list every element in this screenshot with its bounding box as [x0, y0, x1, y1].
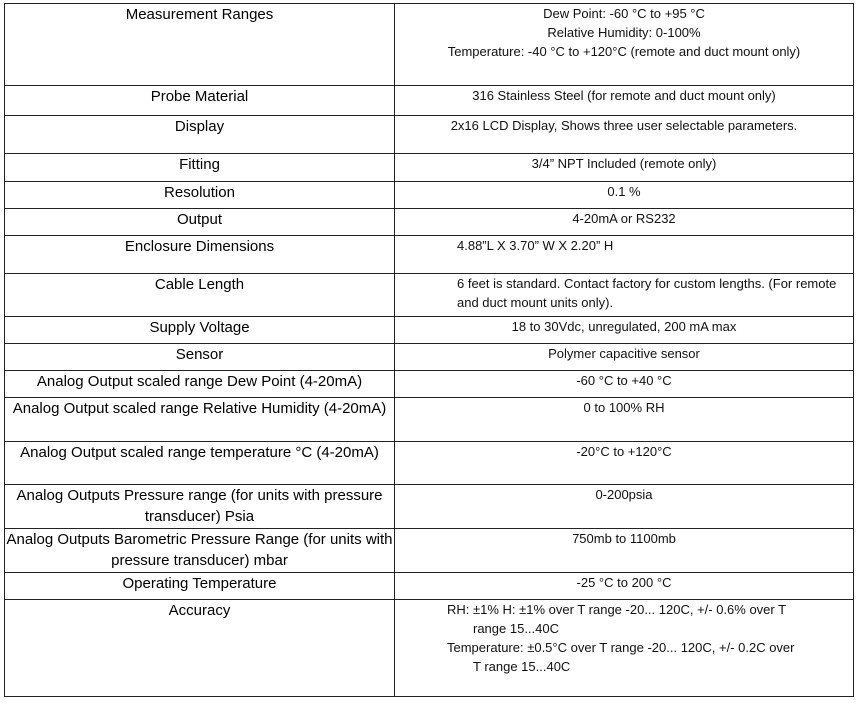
spec-label: Analog Output scaled range Relative Humidity (4-20mA): [5, 398, 395, 442]
specifications-table: [4, 3, 854, 697]
table-row: [5, 371, 854, 398]
spec-value: -60 °C to +40 °C: [395, 371, 854, 398]
accuracy-rh-range-line: range 15...40C: [473, 621, 560, 636]
table-row: [5, 317, 854, 344]
table-row: [5, 116, 854, 154]
spec-value: 0.1 %: [395, 182, 854, 209]
table-row: [5, 442, 854, 485]
spec-label: Analog Output scaled range Dew Point (4-20mA): [5, 371, 395, 398]
spec-label: Resolution: [5, 182, 395, 209]
spec-label: Analog Output scaled range temperature °C (4-20mA): [5, 442, 395, 485]
spec-value: 4-20mA or RS232: [395, 209, 854, 236]
spec-value: 750mb to 1100mb: [395, 529, 854, 573]
table-row: [5, 573, 854, 600]
accuracy-temp-range-line: T range 15...40C: [473, 659, 571, 674]
table-row: [5, 4, 854, 86]
spec-label: Enclosure Dimensions: [5, 236, 395, 274]
spec-value: 2x16 LCD Display, Shows three user selectable parameters.: [395, 116, 854, 154]
spec-value: [395, 600, 854, 697]
spec-label: Probe Material: [5, 86, 395, 116]
spec-value: -20°C to +120°C: [395, 442, 854, 485]
spec-label: Analog Outputs Pressure range (for units with pressure transducer) Psia: [5, 485, 395, 529]
table-row: [5, 274, 854, 317]
spec-value: 18 to 30Vdc, unregulated, 200 mA max: [395, 317, 854, 344]
table-row: [5, 86, 854, 116]
spec-label: Fitting: [5, 154, 395, 182]
spec-label: Cable Length: [5, 274, 395, 317]
humidity-range: Relative Humidity: 0-100%: [547, 25, 701, 40]
dew-point-range: Dew Point: -60 °C to +95 °C: [543, 6, 705, 21]
spec-label: Output: [5, 209, 395, 236]
spec-value: 6 feet is standard. Contact factory for custom lengths. (For remote and duct mount units only).: [395, 274, 854, 317]
spec-value: 0 to 100% RH: [395, 398, 854, 442]
table-row: [5, 236, 854, 274]
spec-label: Measurement Ranges: [5, 4, 395, 86]
temperature-range: Temperature: -40 °C to +120°C (remote and duct mount only): [447, 44, 801, 59]
table-row: [5, 154, 854, 182]
spec-value: 3/4” NPT Included (remote only): [395, 154, 854, 182]
spec-value: -25 °C to 200 °C: [395, 573, 854, 600]
table-row: [5, 344, 854, 371]
spec-label: Accuracy: [5, 600, 395, 697]
spec-value: 4.88”L X 3.70” W X 2.20” H: [395, 236, 854, 274]
accuracy-temp-line: Temperature: ±0.5°C over T range -20... 120C, +/- 0.2C over: [447, 640, 795, 655]
spec-label: Operating Temperature: [5, 573, 395, 600]
table-row: [5, 529, 854, 573]
table-row: [5, 209, 854, 236]
spec-label: Display: [5, 116, 395, 154]
spec-value: 316 Stainless Steel (for remote and duct mount only): [395, 86, 854, 116]
accuracy-rh-line: RH: ±1% H: ±1% over T range -20... 120C, +/- 0.6% over T: [447, 602, 787, 617]
table-row: [5, 398, 854, 442]
spec-value: 0-200psia: [395, 485, 854, 529]
spec-label: Supply Voltage: [5, 317, 395, 344]
spec-label: Sensor: [5, 344, 395, 371]
table-row: [5, 600, 854, 697]
spec-value: Polymer capacitive sensor: [395, 344, 854, 371]
spec-label: Analog Outputs Barometric Pressure Range (for units with pressure transducer) mbar: [5, 529, 395, 573]
table-row: [5, 485, 854, 529]
table-row: [5, 182, 854, 209]
spec-value: [395, 4, 854, 86]
